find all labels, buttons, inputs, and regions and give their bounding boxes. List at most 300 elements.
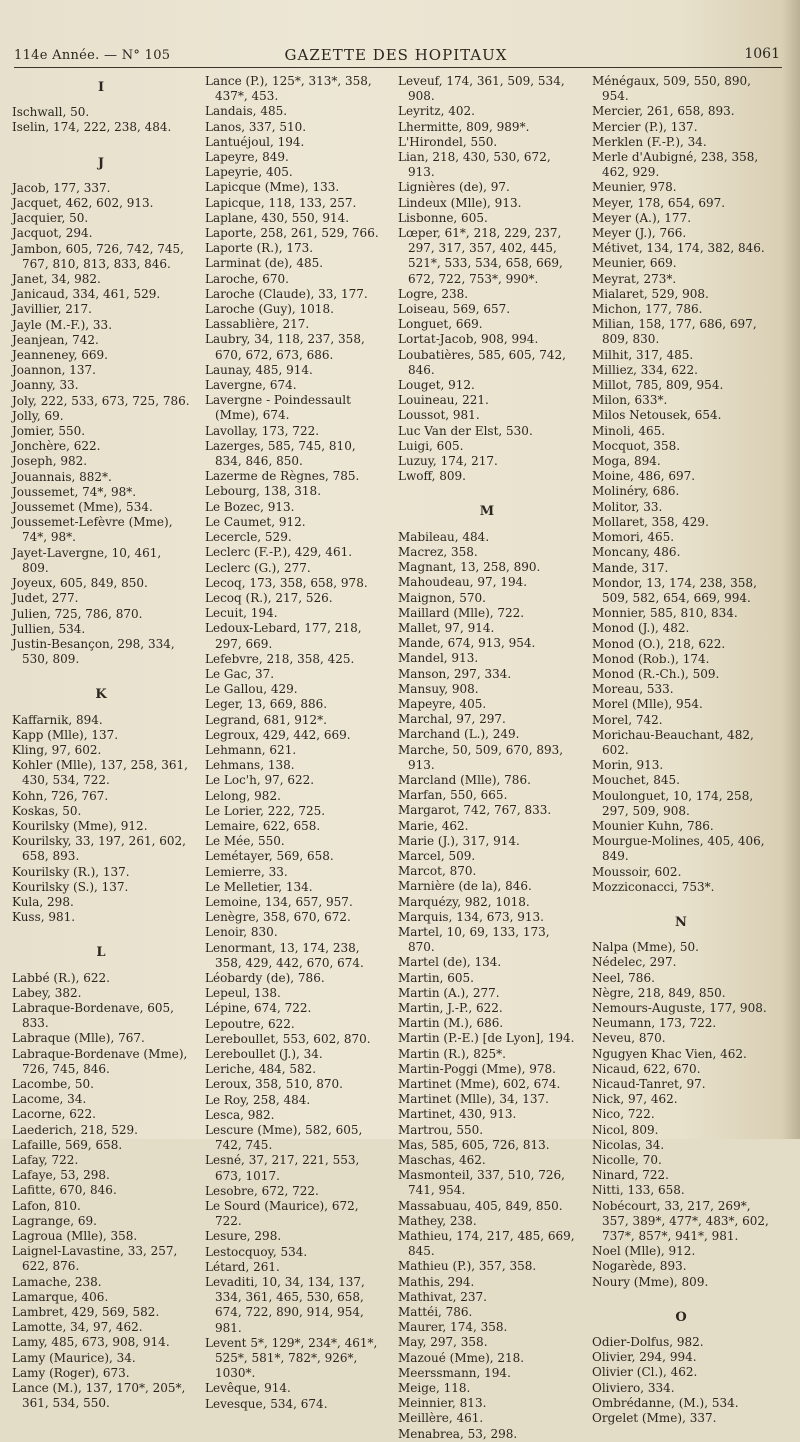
index-entry: Meyer (A.), 177. xyxy=(592,210,692,225)
index-entry: Joussemet (Mme), 534. xyxy=(12,500,153,515)
section-gap xyxy=(592,1290,770,1304)
index-entry: Labraque-Bordenave (Mme), 726, 745, 846. xyxy=(12,1046,188,1076)
index-entry: Leveuf, 174, 361, 509, 534, 908. xyxy=(398,74,565,104)
index-entry: Margarot, 742, 767, 833. xyxy=(398,803,552,818)
index-entry: Justin-Besançon, 298, 334, 530, 809. xyxy=(12,636,175,667)
index-entry: Neumann, 173, 722. xyxy=(592,1016,717,1031)
index-entry: Leger, 13, 669, 886. xyxy=(205,697,328,712)
index-entry: Nicaud-Tanret, 97. xyxy=(592,1077,706,1091)
index-entry: Mande, 317. xyxy=(592,560,669,575)
index-entry: Lindeux (Mlle), 913. xyxy=(398,195,522,210)
index-entry: Lanos, 337, 510. xyxy=(205,119,307,134)
index-entry: Mallet, 97, 914. xyxy=(398,620,495,635)
index-entry: Martin (M.), 686. xyxy=(398,1016,504,1031)
page-header xyxy=(8,44,784,68)
index-entry: Levent 5*, 129*, 234*, 461*, 525*, 581*, 782*, 926*, 1030*. xyxy=(205,1335,378,1381)
index-entry: Laignel-Lavastine, 33, 257, 622, 876. xyxy=(12,1244,178,1274)
index-entry: Le Loc'h, 97, 622. xyxy=(205,773,315,788)
index-entry: Mourgue-Molines, 405, 406, 849. xyxy=(592,834,765,864)
index-entry: Nemours-Auguste, 177, 908. xyxy=(592,1000,767,1015)
index-entry: Morichau-Beauchant, 482, 602. xyxy=(592,727,754,757)
index-entry: Milhit, 317, 485. xyxy=(592,347,694,362)
index-entry: Javillier, 217. xyxy=(12,302,92,317)
index-entry: Jayle (M.-F.), 33. xyxy=(12,317,113,332)
index-entry: Massabuau, 405, 849, 850. xyxy=(398,1198,563,1213)
index-entry: Martrou, 550. xyxy=(398,1122,484,1137)
index-column-1 xyxy=(12,74,190,1411)
index-entry: Moussoir, 602. xyxy=(592,864,682,879)
index-entry: Masmonteil, 337, 510, 726, 741, 954. xyxy=(398,1168,565,1198)
index-entry: Marcland (Mlle), 786. xyxy=(398,772,531,787)
index-entry: Merle d'Aubigné, 238, 358, 462, 929. xyxy=(592,150,759,180)
index-entry: Kling, 97, 602. xyxy=(12,742,102,757)
index-entry: Lenègre, 358, 670, 672. xyxy=(205,910,351,925)
index-entry: Nick, 97, 462. xyxy=(592,1092,678,1107)
header-rule xyxy=(14,67,782,68)
index-entry: Kaffarnik, 894. xyxy=(12,712,103,727)
index-entry: Nicaud, 622, 670. xyxy=(592,1061,701,1076)
index-entry: Lacorne, 622. xyxy=(12,1107,96,1122)
index-entry: Neveu, 870. xyxy=(592,1031,666,1046)
index-entry: Lereboullet (J.), 34. xyxy=(205,1047,323,1061)
index-entry: Milliez, 334, 622. xyxy=(592,362,698,377)
index-entry: Logre, 238. xyxy=(398,286,469,301)
index-entry: Lemaire, 622, 658. xyxy=(205,818,321,833)
index-entry: Loiseau, 569, 657. xyxy=(398,302,511,317)
index-entry: Mathieu, 174, 217, 485, 669, 845. xyxy=(398,1229,575,1259)
section-letter: O xyxy=(675,1309,687,1325)
index-entry: Judet, 277. xyxy=(12,591,79,606)
index-entry: Lebourg, 138, 318. xyxy=(205,484,322,499)
index-entry: Magnant, 13, 258, 890. xyxy=(398,560,541,575)
index-entry: Ninard, 722. xyxy=(592,1168,669,1183)
index-entry: Lenoir, 830. xyxy=(205,925,278,940)
index-entry: Mahoudeau, 97, 194. xyxy=(398,575,528,590)
index-entry: Labraque-Bordenave, 605, 833. xyxy=(12,1000,174,1031)
index-entry: Morel, 742. xyxy=(592,712,663,727)
index-entry: Lœper, 61*, 218, 229, 237, 297, 317, 357, 402, 445, 521*, 533, 534, 658, 669, 672, 722, 753*, 990*. xyxy=(398,226,563,286)
index-entry: Laederich, 218, 529. xyxy=(12,1122,138,1137)
index-entry: Millot, 785, 809, 954. xyxy=(592,378,724,393)
index-entry: Meyer (J.), 766. xyxy=(592,226,687,241)
index-entry: Martin-Poggi (Mme), 978. xyxy=(398,1061,556,1076)
index-entry: Jacquet, 462, 602, 913. xyxy=(12,196,154,211)
index-entry: Léobardy (de), 786. xyxy=(205,970,325,985)
index-entry: Meinnier, 813. xyxy=(398,1396,487,1411)
index-entry: Le Sourd (Maurice), 672, 722. xyxy=(205,1199,359,1229)
index-entry: Monnier, 585, 810, 834. xyxy=(592,606,738,621)
index-entry: Lambret, 429, 569, 582. xyxy=(12,1305,160,1320)
index-entry: Mas, 585, 605, 726, 813. xyxy=(398,1137,550,1152)
index-entry: Martinet (Mme), 602, 674. xyxy=(398,1077,561,1091)
index-entry: Moncany, 486. xyxy=(592,545,681,560)
index-entry: Marchand (L.), 249. xyxy=(398,727,520,742)
index-entry: Jeanjean, 742. xyxy=(12,332,99,347)
index-entry: Meerssmann, 194. xyxy=(398,1365,511,1380)
index-entry: Leclerc (G.), 277. xyxy=(205,560,311,575)
index-entry: Maurer, 174, 358. xyxy=(398,1320,508,1335)
index-entry: Lesobre, 672, 722. xyxy=(205,1183,319,1198)
index-entry: Levêque, 914. xyxy=(205,1381,291,1396)
page-edge-shadow xyxy=(782,0,800,1139)
index-entry: Jullien, 534. xyxy=(12,621,86,636)
index-entry: Meunier, 978. xyxy=(592,180,677,195)
index-entry: Meige, 118. xyxy=(398,1381,471,1396)
index-entry: Martinet (Mlle), 34, 137. xyxy=(398,1092,549,1107)
index-entry: Lemétayer, 569, 658. xyxy=(205,849,334,864)
index-entry: Kohler (Mlle), 137, 258, 361, 430, 534, 722. xyxy=(12,758,188,788)
section-gap xyxy=(12,136,190,150)
index-entry: Le Roy, 258, 484. xyxy=(205,1092,311,1107)
index-entry: Lelong, 982. xyxy=(205,788,281,803)
index-entry: Ombrédanne, (M.), 534. xyxy=(592,1395,739,1410)
index-entry: Lian, 218, 430, 530, 672, 913. xyxy=(398,150,551,180)
index-entry: Nicolas, 34. xyxy=(592,1137,665,1152)
index-entry: Le Melletier, 134. xyxy=(205,879,313,894)
section-letter: N xyxy=(675,914,687,930)
index-entry: Legroux, 429, 442, 669. xyxy=(205,727,351,742)
index-entry: Marie (J.), 317, 914. xyxy=(398,833,520,848)
section-letter: L xyxy=(96,945,106,961)
index-entry: Mathey, 238. xyxy=(398,1213,477,1228)
index-entry: Lecercle, 529. xyxy=(205,530,292,545)
index-entry: Lavollay, 173, 722. xyxy=(205,423,320,438)
index-entry: Lestocquoy, 534. xyxy=(205,1244,308,1259)
index-entry: Labraque (Mlle), 767. xyxy=(12,1031,145,1046)
index-entry: Marfan, 550, 665. xyxy=(398,788,508,803)
index-entry: Mozziconacci, 753*. xyxy=(592,879,715,894)
index-entry: Laplane, 430, 550, 914. xyxy=(205,210,350,225)
index-entry: Mocquot, 358. xyxy=(592,438,681,453)
index-entry: Lwoff, 809. xyxy=(398,469,466,484)
index-entry: Maillard (Mlle), 722. xyxy=(398,605,525,620)
index-entry: Lépine, 674, 722. xyxy=(205,1001,312,1016)
index-entry: Mollaret, 358, 429. xyxy=(592,514,709,529)
index-entry: Nobécourt, 33, 217, 269*, 357, 389*, 477*, 483*, 602, 737*, 857*, 941*, 981. xyxy=(592,1198,769,1244)
index-entry: Nico, 722. xyxy=(592,1107,655,1122)
index-entry: Lapicque (Mme), 133. xyxy=(205,180,340,195)
index-entry: Lafitte, 670, 846. xyxy=(12,1183,117,1198)
index-entry: Levaditi, 10, 34, 134, 137, 334, 361, 465, 530, 658, 674, 722, 890, 914, 954, 981. xyxy=(205,1275,365,1335)
index-entry: Lecuit, 194. xyxy=(205,606,278,621)
index-entry: Ischwall, 50. xyxy=(12,105,90,120)
journal-title: GAZETTE DES HOPITAUX xyxy=(284,46,508,64)
index-entry: Lance (M.), 137, 170*, 205*, 361, 534, 550. xyxy=(12,1381,186,1411)
index-entry: Marche, 50, 509, 670, 893, 913. xyxy=(398,742,564,772)
index-entry: Martinet, 430, 913. xyxy=(398,1107,517,1122)
index-entry: Mathis, 294. xyxy=(398,1274,475,1289)
index-entry: Le Lorier, 222, 725. xyxy=(205,803,326,818)
index-entry: Joseph, 982. xyxy=(12,454,88,469)
index-entry: Noel (Mlle), 912. xyxy=(592,1244,696,1259)
section-gap xyxy=(398,484,576,498)
index-entry: Kourilsky (Mme), 912. xyxy=(12,818,148,833)
index-entry: Kourilsky (S.), 137. xyxy=(12,879,129,894)
index-entry: Oliviero, 334. xyxy=(592,1380,675,1395)
index-entry: Monod (R.-Ch.), 509. xyxy=(592,666,720,681)
index-entry: Noury (Mme), 809. xyxy=(592,1274,709,1289)
index-entry: Lamy (Maurice), 34. xyxy=(12,1350,136,1365)
page-number: 1061 xyxy=(744,46,780,62)
index-entry: Lamy, 485, 673, 908, 914. xyxy=(12,1335,170,1350)
index-entry: Lisbonne, 605. xyxy=(398,210,488,225)
index-entry: Mercier (P.), 137. xyxy=(592,119,698,134)
index-entry: Lagrange, 69. xyxy=(12,1213,97,1228)
index-entry: Martel, 10, 69, 133, 173, 870. xyxy=(398,924,550,955)
index-entry: Nédelec, 297. xyxy=(592,955,677,970)
index-entry: Luzuy, 174, 217. xyxy=(398,454,498,469)
index-entry: Martel (de), 134. xyxy=(398,955,502,970)
index-entry: Marquézy, 982, 1018. xyxy=(398,894,530,909)
index-entry: Nitti, 133, 658. xyxy=(592,1183,685,1198)
index-entry: Lesca, 982. xyxy=(205,1107,275,1122)
index-entry: Lacombe, 50. xyxy=(12,1076,94,1091)
index-entry: Jacquot, 294. xyxy=(12,226,93,241)
index-entry: Lazerges, 585, 745, 810, 834, 846, 850. xyxy=(205,438,356,469)
index-entry: Lenormant, 13, 174, 238, 358, 429, 442, 670, 674. xyxy=(205,940,364,970)
index-entry: Nègre, 218, 849, 850. xyxy=(592,985,726,1000)
index-entry: Laroche, 670. xyxy=(205,271,289,286)
index-entry: Joannon, 137. xyxy=(12,363,96,378)
index-entry: Lavergne - Poindessault (Mme), 674. xyxy=(205,393,351,423)
index-entry: Larminat (de), 485. xyxy=(205,256,324,271)
index-entry: Mabileau, 484. xyxy=(398,529,490,544)
index-entry: Nalpa (Mme), 50. xyxy=(592,940,699,955)
index-entry: Laroche (Claude), 33, 177. xyxy=(205,286,368,301)
index-entry: Lortat-Jacob, 908, 994. xyxy=(398,332,539,347)
index-entry: Nicol, 809. xyxy=(592,1122,659,1137)
index-entry: Leyritz, 402. xyxy=(398,104,475,119)
index-entry: Kourilsky, 33, 197, 261, 602, 658, 893. xyxy=(12,834,186,864)
index-entry: Molinéry, 686. xyxy=(592,484,680,499)
index-entry: Joly, 222, 533, 673, 725, 786. xyxy=(12,393,190,408)
index-entry: Lecoq, 173, 358, 658, 978. xyxy=(205,575,368,590)
index-entry: Loubatières, 585, 605, 742, 846. xyxy=(398,347,566,377)
index-entry: Laporte, 258, 261, 529, 766. xyxy=(205,226,379,241)
index-entry: Lapeyre, 849. xyxy=(205,150,289,165)
index-entry: May, 297, 358. xyxy=(398,1335,488,1350)
index-entry: Lepeul, 138. xyxy=(205,986,281,1001)
index-entry: Michon, 177, 786. xyxy=(592,302,703,317)
index-entry: Menabrea, 53, 298. xyxy=(398,1426,518,1441)
index-entry: Merklen (F.-P.), 34. xyxy=(592,134,707,149)
index-entry: Lesné, 37, 217, 221, 553, 673, 1017. xyxy=(205,1153,360,1183)
index-entry: Landais, 485. xyxy=(205,104,288,119)
index-entry: Lefebvre, 218, 358, 425. xyxy=(205,651,355,666)
index-entry: Laubry, 34, 118, 237, 358, 670, 672, 673, 686. xyxy=(205,332,365,362)
index-entry: Kula, 298. xyxy=(12,894,74,909)
index-entry: Luc Van der Elst, 530. xyxy=(398,423,533,438)
index-entry: Marcel, 509. xyxy=(398,848,476,863)
index-entry: Janet, 34, 982. xyxy=(12,272,101,287)
index-entry: Lagroua (Mlle), 358. xyxy=(12,1229,138,1244)
index-entry: Jonchère, 622. xyxy=(12,439,101,454)
index-entry: Mazoué (Mme), 218. xyxy=(398,1350,525,1365)
section-letter: J xyxy=(97,155,105,171)
index-entry: Jacquier, 50. xyxy=(12,211,89,226)
index-entry: Kohn, 726, 767. xyxy=(12,788,109,803)
index-entry: Lamy (Roger), 673. xyxy=(12,1365,130,1380)
index-entry: Lamotte, 34, 97, 462. xyxy=(12,1320,143,1335)
index-entry: Labbé (R.), 622. xyxy=(12,970,110,985)
index-entry: Lehmans, 138. xyxy=(205,758,295,773)
index-entry: Lantuéjoul, 194. xyxy=(205,134,305,149)
index-entry: Nogarède, 893. xyxy=(592,1259,687,1274)
index-entry: Iselin, 174, 222, 238, 484. xyxy=(12,120,172,135)
index-entry: Lamarque, 406. xyxy=(12,1289,109,1304)
index-entry: Macrez, 358. xyxy=(398,544,478,559)
index-column-4 xyxy=(592,74,770,1426)
index-entry: Manson, 297, 334. xyxy=(398,666,512,681)
index-entry: Mondor, 13, 174, 238, 358, 509, 582, 654, 669, 994. xyxy=(592,575,757,605)
index-entry: Olivier, 294, 994. xyxy=(592,1350,697,1365)
index-entry: Lazerme de Règnes, 785. xyxy=(205,469,360,484)
index-entry: Mapeyre, 405. xyxy=(398,696,487,711)
index-entry: Janicaud, 334, 461, 529. xyxy=(12,287,161,302)
index-entry: Olivier (Cl.), 462. xyxy=(592,1365,698,1380)
index-entry: Mathieu (P.), 357, 358. xyxy=(398,1259,537,1274)
index-entry: Meillère, 461. xyxy=(398,1411,484,1426)
index-entry: Julien, 725, 786, 870. xyxy=(12,606,143,621)
index-entry: Levesque, 534, 674. xyxy=(205,1396,328,1411)
index-entry: Jeanneney, 669. xyxy=(12,348,108,363)
index-entry: Martin (P.-E.) [de Lyon], 194. xyxy=(398,1031,575,1046)
index-entry: Lance (P.), 125*, 313*, 358, 437*, 453. xyxy=(205,74,372,104)
index-entry: Meyer, 178, 654, 697. xyxy=(592,195,726,210)
index-entry: Monod (Rob.), 174. xyxy=(592,651,710,666)
index-entry: Moga, 894. xyxy=(592,454,661,469)
index-entry: Leroux, 358, 510, 870. xyxy=(205,1077,343,1092)
index-entry: Lemoine, 134, 657, 957. xyxy=(205,894,353,909)
index-entry: Meyrat, 273*. xyxy=(592,271,677,286)
index-entry: Koskas, 50. xyxy=(12,803,82,818)
index-entry: Marnière (de la), 846. xyxy=(398,879,532,894)
index-entry: Martin (R.), 825*. xyxy=(398,1046,506,1061)
index-entry: Lacome, 34. xyxy=(12,1092,87,1107)
index-entry: Jayet-Lavergne, 10, 461, 809. xyxy=(12,545,162,575)
index-entry: Lavergne, 674. xyxy=(205,378,297,393)
index-entry: Jacob, 177, 337. xyxy=(12,180,111,195)
index-entry: Milon, 633*. xyxy=(592,393,668,408)
index-entry: Morin, 913. xyxy=(592,758,664,773)
index-entry: Kapp (Mlle), 137. xyxy=(12,727,119,742)
index-entry: Orgelet (Mme), 337. xyxy=(592,1411,717,1426)
section-letter: K xyxy=(95,687,107,703)
index-entry: Mercier, 261, 658, 893. xyxy=(592,104,735,119)
index-entry: Lereboullet, 553, 602, 870. xyxy=(205,1031,371,1046)
index-entry: Molitor, 33. xyxy=(592,499,663,514)
index-entry: Lesure, 298. xyxy=(205,1229,282,1244)
index-entry: L'Hirondel, 550. xyxy=(398,134,498,149)
index-entry: Moulonguet, 10, 174, 258, 297, 509, 908. xyxy=(592,788,754,818)
index-entry: Lignières (de), 97. xyxy=(398,180,510,195)
index-entry: Milian, 158, 177, 686, 697, 809, 830. xyxy=(592,317,757,347)
index-entry: Marie, 462. xyxy=(398,818,469,833)
index-entry: Mansuy, 908. xyxy=(398,681,479,696)
index-entry: Laporte (R.), 173. xyxy=(205,241,314,256)
index-entry: Lamache, 238. xyxy=(12,1274,102,1289)
index-entry: Lhermitte, 809, 989*. xyxy=(398,119,530,134)
index-entry: Monod (J.), 482. xyxy=(592,621,690,636)
index-entry: Monod (O.), 218, 622. xyxy=(592,636,726,651)
index-entry: Minoli, 465. xyxy=(592,423,666,438)
index-entry: Mathivat, 237. xyxy=(398,1289,487,1304)
index-entry: Ngugyen Khac Vien, 462. xyxy=(592,1046,747,1061)
issue-label: 114e Année. — N° 105 xyxy=(14,48,171,63)
index-column-3 xyxy=(398,74,576,1442)
index-entry: Leclerc (F.-P.), 429, 461. xyxy=(205,545,353,560)
index-entry: Laroche (Guy), 1018. xyxy=(205,302,334,317)
index-entry: Launay, 485, 914. xyxy=(205,362,313,377)
section-letter: I xyxy=(97,80,105,95)
index-entry: Mouchet, 845. xyxy=(592,773,680,788)
index-entry: Joyeux, 605, 849, 850. xyxy=(12,576,148,591)
index-entry: Momori, 465. xyxy=(592,530,675,545)
index-entry: Le Mée, 550. xyxy=(205,834,285,849)
index-entry: Moreau, 533. xyxy=(592,682,674,697)
index-entry: Lescure (Mme), 582, 605, 742, 745. xyxy=(205,1123,363,1153)
index-entry: Lapeyrie, 405. xyxy=(205,165,293,180)
index-entry: Le Bozec, 913. xyxy=(205,499,295,514)
index-entry: Lemierre, 33. xyxy=(205,864,288,879)
index-entry: Lehmann, 621. xyxy=(205,742,297,757)
index-entry: Milos Netousek, 654. xyxy=(592,408,722,423)
index-entry: Martin, J.-P., 622. xyxy=(398,1000,503,1015)
index-entry: Louget, 912. xyxy=(398,378,475,393)
index-entry: Lassablière, 217. xyxy=(205,317,310,332)
index-entry: Joussemet, 74*, 98*. xyxy=(12,484,137,499)
index-entry: Marchal, 97, 297. xyxy=(398,712,506,727)
index-entry: Legrand, 681, 912*. xyxy=(205,712,327,727)
index-entry: Nicolle, 70. xyxy=(592,1153,662,1168)
index-entry: Mandel, 913. xyxy=(398,651,479,666)
index-entry: Martin, 605. xyxy=(398,970,474,985)
index-entry: Luigi, 605. xyxy=(398,438,464,453)
index-entry: Jolly, 69. xyxy=(12,408,64,423)
index-entry: Kourilsky (R.), 137. xyxy=(12,864,130,879)
index-entry: Mande, 674, 913, 954. xyxy=(398,636,536,651)
index-entry: Marcot, 870. xyxy=(398,864,477,879)
index-entry: Jambon, 605, 726, 742, 745, 767, 810, 813, 833, 846. xyxy=(12,241,184,271)
index-entry: Marquis, 134, 673, 913. xyxy=(398,909,544,924)
index-entry: Longuet, 669. xyxy=(398,317,483,332)
index-entry: Mounier Kuhn, 786. xyxy=(592,818,714,833)
index-entry: Le Gac, 37. xyxy=(205,666,275,681)
index-entry: Jomier, 550. xyxy=(12,424,86,439)
index-entry: Lafay, 722. xyxy=(12,1153,79,1167)
index-entry: Jouannais, 882*. xyxy=(12,469,112,484)
index-entry: Le Gallou, 429. xyxy=(205,682,298,697)
index-entry: Maignon, 570. xyxy=(398,590,486,605)
index-entry: Kuss, 981. xyxy=(12,910,76,925)
index-entry: Loussot, 981. xyxy=(398,408,480,423)
index-entry: Lecoq (R.), 217, 526. xyxy=(205,590,333,605)
index-entry: Louineau, 221. xyxy=(398,393,489,408)
index-entry: Labey, 382. xyxy=(12,985,82,1000)
index-entry: Odier-Dolfus, 982. xyxy=(592,1335,704,1350)
index-column-2 xyxy=(205,74,383,1412)
index-entry: Leriche, 484, 582. xyxy=(205,1062,317,1077)
index-entry: Létard, 261. xyxy=(205,1259,280,1274)
index-entry: Lafaille, 569, 658. xyxy=(12,1137,123,1152)
section-gap xyxy=(592,895,770,909)
index-entry: Neel, 786. xyxy=(592,970,655,985)
index-entry: Lafon, 810. xyxy=(12,1198,81,1213)
index-entry: Maschas, 462. xyxy=(398,1153,486,1168)
index-entry: Lapicque, 118, 133, 257. xyxy=(205,195,357,210)
index-entry: Joanny, 33. xyxy=(12,378,79,393)
index-entry: Lepoutre, 622. xyxy=(205,1016,295,1031)
